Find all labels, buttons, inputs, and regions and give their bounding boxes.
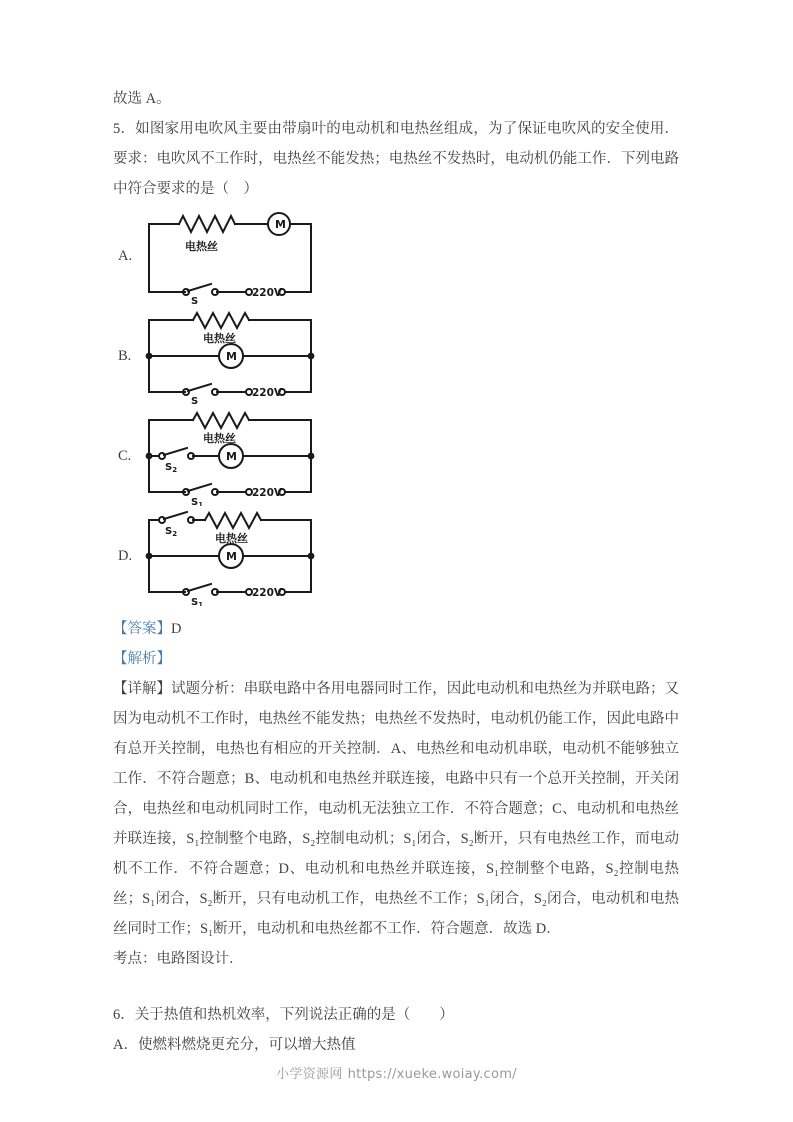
switch-label-d-main: $S_1$	[191, 597, 204, 606]
question-5-stem: 5．如图家用电吹风主要由带扇叶的电动机和电热丝组成，为了保证电吹风的安全使用．要求：电吹风不工作时，电热丝不能发热；电热丝不发热时，电动机仍能工作．下列电路中符合要求的是（ ）	[113, 121, 679, 197]
analysis-tag: 【解析】	[113, 651, 171, 667]
source-label-c: 220V	[252, 487, 283, 499]
circuit-option-d	[113, 510, 679, 610]
detail-body: 试题分析：串联电路中各用电器同时工作，因此电动机和电热丝为并联电路；又因为电动机不工作时，电热丝不能发热；电热丝不发热时，电动机仍能工作，因此电路中有总开关控制，电热也有相应的开关控制．A、电热丝和电动机串联，电动机不能够独立工作．不符合题意；B、电动机和电热丝并联连接，电路中只有一个总开关控制，开关闭合，电热丝和电动机同时工作，电动机无法独立工作．不符合题意；C、电动机和电热丝并联连接，S₁控制整个电路，S₂控制电动机；S₁闭合，S₂断开，只有电热丝工作，而电动机不工作．不符合题意；D、电动机和电热丝并联连接，S₁控制整个电路，S₂控制电热丝；S₁闭合，S₂断开，只有电动机工作，电热丝不工作；S₁闭合，S₂闭合，电动机和电热丝同时工作；S₁断开，电动机和电热丝都不工作．符合题意．故选 D．	[113, 681, 680, 937]
circuit-option-b	[113, 310, 679, 410]
source-label-a: 220V	[252, 287, 283, 299]
switch-label-c-branch: $S_2$	[165, 462, 178, 474]
circuit-diagram-d	[141, 510, 321, 606]
detail-explanation	[113, 674, 679, 944]
switch-label-d-branch: $S_2$	[165, 526, 178, 538]
circuit-diagram-a	[141, 210, 321, 306]
option-label-d: D.	[118, 548, 133, 564]
page-content	[113, 84, 679, 1060]
switch-label-a: S	[191, 296, 199, 306]
source-label-d: 220V	[252, 587, 283, 599]
switch-label-b: S	[191, 396, 199, 406]
source-label-b: 220V	[252, 387, 283, 399]
heater-label-c: 电热丝	[203, 432, 236, 445]
option-label-a: A.	[118, 248, 133, 264]
answer-value: D	[171, 621, 182, 637]
option-label-b: B.	[118, 348, 132, 364]
circuit-diagram-b	[141, 310, 321, 406]
answer-tag: 【答案】	[113, 621, 171, 637]
circuit-options-figure	[113, 210, 679, 610]
motor-label-d: M	[226, 550, 237, 563]
detail-tag: 【详解】	[113, 681, 172, 697]
motor-label-a: M	[275, 218, 286, 231]
circuit-option-c	[113, 410, 679, 510]
motor-label-b: M	[226, 350, 237, 363]
answer-line	[113, 614, 679, 644]
question-6-stem: 6．关于热值和热机效率，下列说法正确的是（ ）	[113, 1007, 454, 1023]
question-6-option-a: A．使燃料燃烧更充分，可以增大热值	[113, 1037, 356, 1053]
circuit-option-a	[113, 210, 679, 310]
motor-label-c: M	[226, 450, 237, 463]
switch-label-c-main: $S_1$	[191, 497, 204, 506]
exam-point-line: 考点：电路图设计．	[113, 951, 244, 967]
heater-label-d: 电热丝	[215, 532, 248, 545]
option-label-c: C.	[118, 448, 132, 464]
site-name: 小学资源网	[276, 1067, 343, 1082]
site-url: https://xueke.woiay.com/	[347, 1067, 517, 1082]
circuit-diagram-c	[141, 410, 321, 506]
previous-answer-line: 故选 A。	[113, 91, 171, 107]
heater-label-b: 电热丝	[203, 332, 236, 345]
footer-watermark	[0, 1063, 793, 1082]
heater-label-a: 电热丝	[185, 240, 218, 253]
